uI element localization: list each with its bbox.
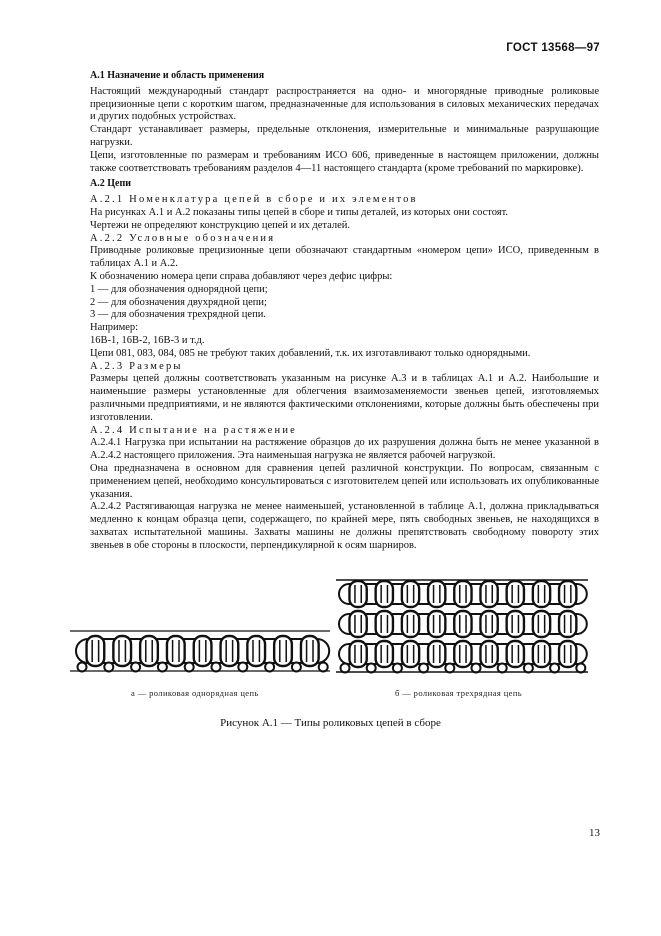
figure-caption-b: б — роликовая трехрядная цепь	[395, 688, 523, 698]
paragraph: На рисунках А.1 и А.2 показаны типы цепей в сборе и типы деталей, из которых они состоят.	[90, 206, 509, 218]
paragraph: Настоящий международный стандарт распространяется на одно- и многорядные приводные роликовые прецизионные цепи с коротким шагом, предназначенные для использования в силовых механических передачах и других подобных устройствах.	[90, 85, 599, 123]
list-item: 1 — для обозначения однорядной цепи;	[90, 283, 268, 295]
figure-title: Рисунок А.1 — Типы роликовых цепей в сборе	[220, 717, 441, 729]
paragraph: Она предназначена в основном для сравнения цепей различной конструкции. По вопросам, связанным с применением цепей, необходимо консультироваться с изготовителем цепей или использовать их опубликованные указания.	[90, 462, 599, 500]
subsection-a21-heading: А.2.1 Номенклатура цепей в сборе и их элементов	[90, 194, 418, 206]
paragraph: К обозначению номера цепи справа добавляют через дефис цифры:	[90, 270, 393, 282]
paragraph: Приводные роликовые прецизионные цепи обозначают стандартным «номером цепи» ИСО, приведенным в таблицах А.1 и А.2.	[90, 245, 599, 270]
document-body	[90, 70, 599, 552]
section-a2-heading: А.2 Цепи	[90, 178, 131, 190]
paragraph: Цепи, изготовленные по размерам и требованиям ИСО 606, приведенные в настоящем приложении, должны также соответствовать требованиям разделов 4—11 настоящего стандарта (кроме требований по маркировке).	[90, 149, 599, 174]
figure-caption-a: а — роликовая однорядная цепь	[131, 688, 259, 698]
example-value: 16В-1, 16В-2, 16В-3 и т.д.	[90, 334, 205, 346]
paragraph: А.2.4.2 Растягивающая нагрузка не менее наименьшей, установленной в таблице А.1, должна прикладываться медленно к концам образца цепи, содержащего, по крайней мере, пять свободных звеньев, не находящихся в захватах испытательной машины. Захваты машины не должны препятствовать свободному повороту этих звеньев в обе стороны в плоскости, перпендикулярной к осям шарниров.	[90, 501, 599, 551]
subsection-a22-heading: А.2.2 Условные обозначения	[90, 232, 276, 244]
example-label: Например:	[90, 322, 139, 334]
paragraph: Размеры цепей должны соответствовать указанным на рисунке А.3 и в таблицах А.1 и А.2. Наибольшие и наименьшие размеры установленные для облегчения взаимозаменяемости звеньев цепей, изготовляемых различными предприятиями, и не являются фактическими отклонениями, которые должны быть обеспечены при изготовлении.	[90, 373, 599, 423]
paragraph: Цепи 081, 083, 084, 085 не требуют таких добавлений, т.к. их изготавливают только однорядными.	[90, 347, 531, 359]
roller-chain-figure	[0, 570, 661, 740]
paragraph: А.2.4.1 Нагрузка при испытании на растяжение образцов до их разрушения должна быть не менее указанной в А.2.4.2 настоящего приложения. Эта наименьшая нагрузка не является рабочей нагрузкой.	[90, 437, 599, 462]
page-number: 13	[589, 827, 600, 839]
paragraph: Стандарт устанавливает размеры, предельные отклонения, измерительные и минимальные разрушающие нагрузки.	[90, 124, 599, 148]
subsection-a23-heading: А.2.3 Размеры	[90, 360, 183, 372]
subsection-a24-heading: А.2.4 Испытание на растяжение	[90, 424, 298, 436]
standard-code: ГОСТ 13568—97	[506, 42, 600, 54]
paragraph: Чертежи не определяют конструкцию цепей и их деталей.	[90, 219, 351, 231]
section-a1-heading: А.1 Назначение и область применения	[90, 70, 265, 81]
list-item: 2 — для обозначения двухрядной цепи;	[90, 296, 267, 308]
single-row-chain-drawing	[70, 631, 330, 672]
list-item: 3 — для обозначения трехрядной цепи.	[90, 309, 266, 321]
triple-row-chain-drawing	[336, 580, 588, 673]
